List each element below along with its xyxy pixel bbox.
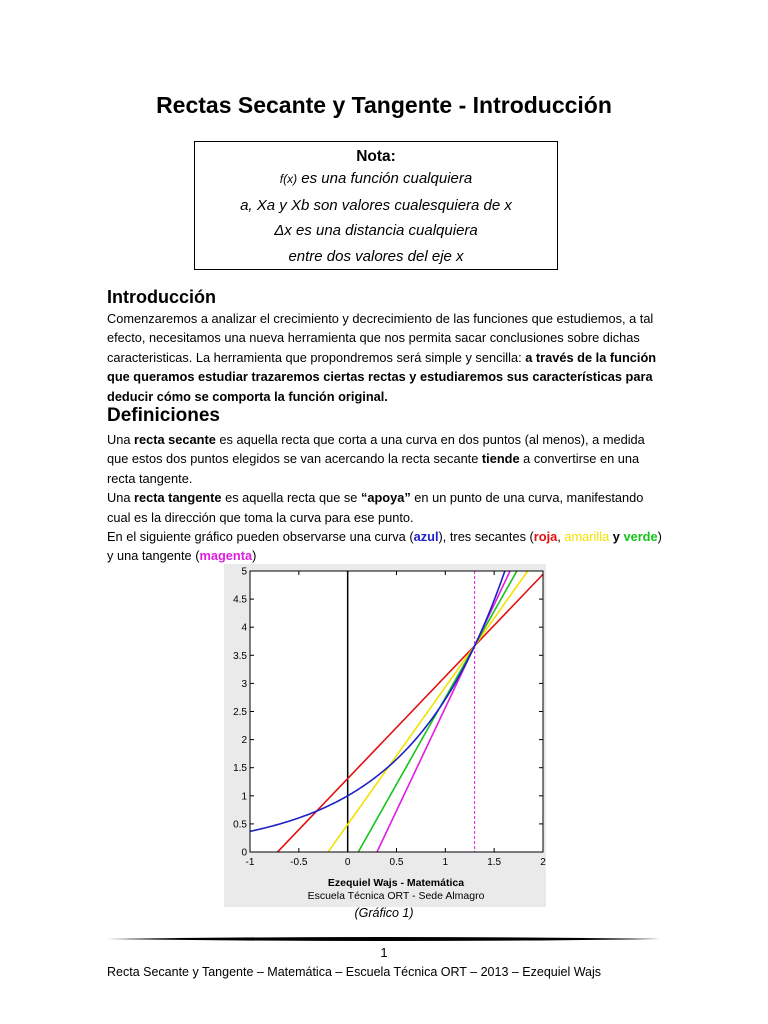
footer-text: Recta Secante y Tangente – Matemática – Escuela Técnica ORT – 2013 – Ezequiel Wajs	[107, 965, 602, 979]
chart-svg	[224, 564, 546, 907]
intro-text-bold: a través de la función que queramos estudiar trazaremos ciertas rectas y estudiaremos sus características para deducir cómo se comporta la función original.	[107, 349, 657, 404]
y-tick-label: 0	[241, 847, 247, 859]
text-span: a convertirse en una recta tangente.	[107, 451, 640, 486]
intro-text: Comenzaremos a analizar el crecimiento y decrecimiento de las funciones que estudiemos, a tal efecto, necesitamos una nueva herramienta que nos permita sacar conclusiones sobre dichas caracteristicas. La herramienta que propondremos será simple y sencilla:	[107, 311, 654, 365]
x-tick-label: 0	[344, 857, 351, 868]
text-span: y	[609, 529, 620, 545]
text-span: Una	[107, 490, 135, 506]
note-line-3: Δx es una distancia cualquiera	[274, 222, 478, 239]
note-line-4: entre dos valores del eje x	[288, 247, 464, 265]
text-span: es aquella recta que corta a una curva en dos puntos (al menos), a medida que estos dos puntos elegidos se van acercando la recta secante	[107, 432, 645, 467]
text-span: ), tres secantes (	[438, 529, 534, 545]
intro-heading: Introducción	[107, 287, 216, 307]
page-number: 1	[380, 945, 388, 960]
text-span: ) y una tangente (	[107, 529, 662, 564]
text-span: en un punto de una curva, manifestando cual es la dirección que toma la curva para ese punto.	[107, 490, 644, 525]
note-heading: Nota:	[356, 148, 396, 165]
annotation-author: Ezequiel Wajs - Matemática	[327, 877, 465, 889]
definition-tangente	[107, 488, 667, 527]
y-tick-label: 2.5	[233, 707, 247, 718]
y-tick-label: 1.5	[233, 763, 247, 775]
x-tick-label: 1	[442, 857, 449, 868]
color-word-verde: verde	[623, 529, 658, 545]
graph-description	[107, 527, 667, 566]
x-tick-label: 0.5	[389, 857, 404, 868]
graph-container	[224, 564, 546, 907]
y-tick-label: 4.5	[233, 594, 247, 606]
y-tick-label: 1	[241, 791, 247, 803]
x-tick-label: 1.5	[487, 857, 502, 868]
annotation-school: Escuela Técnica ORT - Sede Almagro	[307, 890, 485, 902]
definitions-heading: Definiciones	[107, 405, 220, 426]
term-tiende: tiende	[481, 451, 520, 467]
footer-rule	[107, 936, 661, 942]
color-word-roja: roja	[533, 529, 558, 545]
term-recta-secante: recta secante	[134, 432, 216, 447]
note-fx: f(x)	[279, 172, 298, 186]
definition-secante	[107, 430, 667, 488]
page-title: Rectas Secante y Tangente - Introducción	[156, 92, 612, 118]
y-tick-label: 5	[241, 566, 247, 578]
note-box	[194, 141, 558, 270]
x-tick-label: -1	[245, 857, 255, 868]
intro-paragraph	[107, 309, 667, 406]
definitions-paragraph	[107, 430, 667, 566]
term-apoya: “apoya”	[360, 490, 411, 506]
text-span: es aquella recta que se	[221, 490, 361, 506]
text-span: En el siguiente gráfico pueden observarse una curva (	[107, 529, 414, 545]
y-tick-label: 4	[241, 622, 247, 634]
color-word-magenta: magenta	[199, 548, 253, 564]
note-line-2: a, Xa y Xb son valores cualesquiera de x	[240, 196, 512, 214]
color-word-azul: azul	[413, 529, 439, 545]
x-tick-label: -0.5	[290, 857, 308, 868]
x-tick-label: 2	[540, 857, 546, 868]
term-recta-tangente: recta tangente	[134, 490, 222, 506]
y-tick-label: 0.5	[233, 819, 247, 831]
y-tick-label: 2	[241, 735, 247, 747]
note-line-1	[195, 166, 557, 193]
y-tick-label: 3	[241, 678, 247, 690]
color-word-amarilla: amarilla	[564, 529, 610, 545]
text-span: ,	[557, 529, 565, 545]
note-line-1-text: es una función cualquiera	[297, 170, 473, 187]
text-span: )	[252, 548, 257, 564]
graph-caption: (Gráfico 1)	[354, 906, 414, 920]
y-tick-label: 3.5	[233, 650, 247, 662]
text-span: Una	[107, 432, 135, 447]
